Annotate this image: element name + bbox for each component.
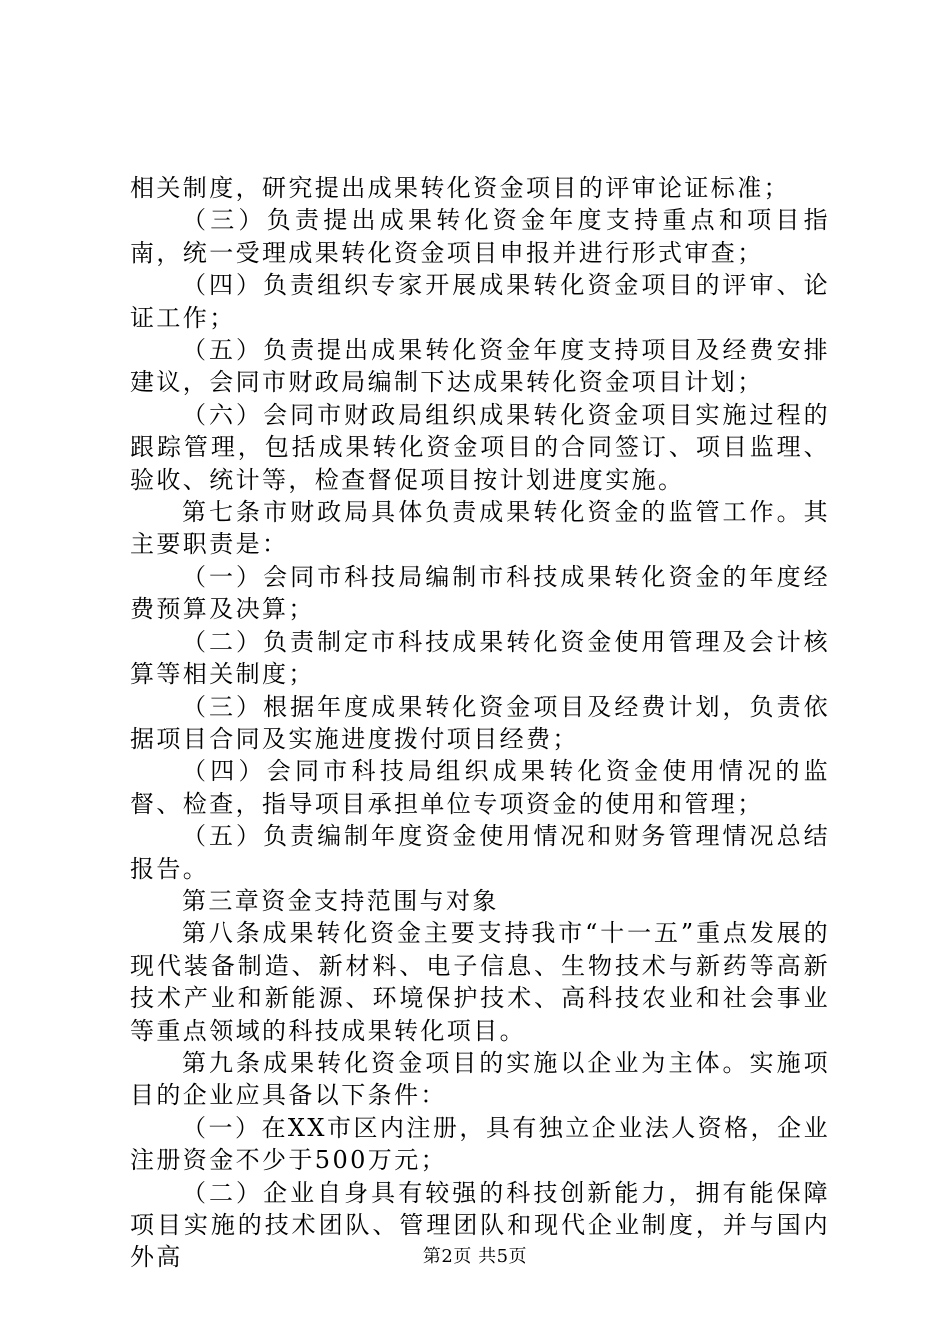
page-number-footer: 第2页 共5页 xyxy=(422,1246,528,1267)
paragraph: （三）负责提出成果转化资金年度支持重点和项目指南，统一受理成果转化资金项目申报并进行形式审查； xyxy=(130,206,830,267)
paragraph: （一）会同市科技局编制市科技成果转化资金的年度经费预算及决算； xyxy=(130,562,830,624)
chapter-heading: 第三章资金支持范围与对象 xyxy=(182,886,499,915)
paragraph: （二）负责制定市科技成果转化资金使用管理及会计核算等相关制度； xyxy=(130,627,830,689)
paragraph: （三）根据年度成果转化资金项目及经费计划，负责依据项目合同及实施进度拨付项目经费； xyxy=(130,692,830,753)
document-body xyxy=(130,172,830,1274)
paragraph: （四）负责组织专家开展成果转化资金项目的评审、论证工作； xyxy=(130,271,830,332)
paragraph: （五）负责提出成果转化资金年度支持项目及经费安排建议，会同市财政局编制下达成果转化资金项目计划； xyxy=(130,336,830,397)
paragraph: 第八条成果转化资金主要支持我市“十一五”重点发展的现代装备制造、新材料、电子信息、生物技术与新药等高新技术产业和新能源、环境保护技术、高科技农业和社会事业等重点领域的科技成果转化项目。 xyxy=(130,919,830,1045)
paragraph: （五）负责编制年度资金使用情况和财务管理情况总结报告。 xyxy=(130,822,830,883)
paragraph: （四）会同市科技局组织成果转化资金使用情况的监督、检查，指导项目承担单位专项资金的使用和管理； xyxy=(130,757,830,818)
paragraph: （一）在XX市区内注册，具有独立企业法人资格，企业注册资金不少于500万元； xyxy=(130,1113,830,1175)
paragraph: 第七条市财政局具体负责成果转化资金的监管工作。其主要职责是： xyxy=(130,498,830,559)
paragraph: （六）会同市财政局组织成果转化资金项目实施过程的跟踪管理，包括成果转化资金项目的合同签订、项目监理、验收、统计等，检查督促项目按计划进度实施。 xyxy=(130,400,830,494)
paragraph: 相关制度，研究提出成果转化资金项目的评审论证标准； xyxy=(130,174,790,202)
paragraph: 第九条成果转化资金项目的实施以企业为主体。实施项目的企业应具备以下条件： xyxy=(130,1048,830,1110)
paragraph: （二）企业自身具有较强的科技创新能力，拥有能保障项目实施的技术团队、管理团队和现代企业制度，并与国内外高 xyxy=(130,1178,830,1272)
